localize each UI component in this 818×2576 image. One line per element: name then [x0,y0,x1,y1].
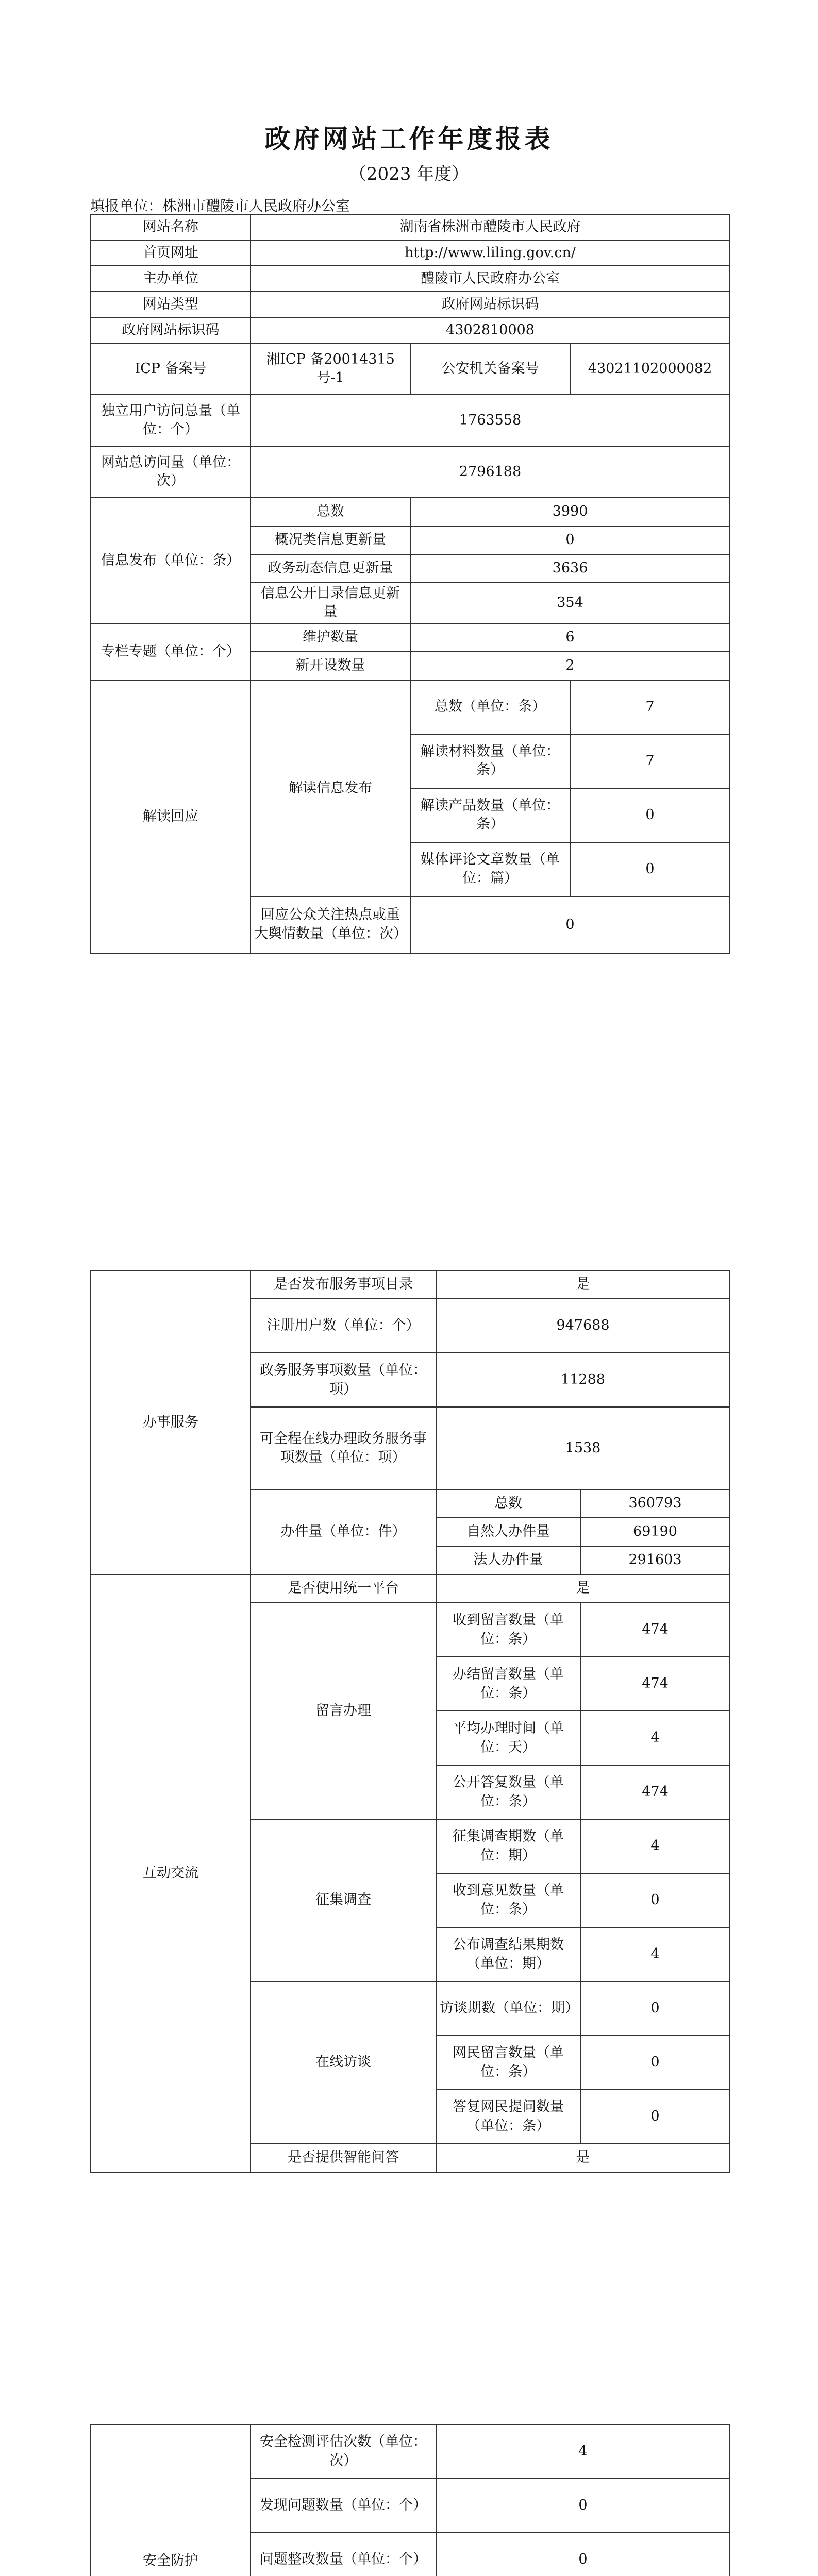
report-title: 政府网站工作年度报表 [264,124,554,154]
interp-response-label: 回应公众关注热点或重大舆情数量（单位：次） [251,896,410,953]
psb-value: 43021102000082 [570,343,730,395]
msg-recv-label: 收到留言数量（单位：条） [436,1603,580,1657]
svc-items-value: 11288 [436,1353,730,1407]
service-label: 办事服务 [91,1270,251,1574]
survey-count-label: 征集调查期数（单位：期） [436,1819,580,1873]
report-year: （2023 年度） [348,164,470,184]
visitors-label: 独立用户访问总量（单位：个） [91,395,251,446]
info-catalog-label: 信息公开目录信息更新量 [251,583,410,623]
interp-material-value: 7 [570,734,730,788]
inter-label: 互动交流 [91,1574,251,2172]
talk-answer-label: 答复网民提问数量（单位：条） [436,2090,580,2144]
info-total-value: 3990 [410,498,730,526]
homepage-value: http://www.liling.gov.cn/ [251,240,730,266]
svc-legal-value: 291603 [580,1546,730,1574]
survey-label: 征集调查 [251,1819,436,1981]
interp-pub-label: 解读信息发布 [251,680,410,896]
code-label: 政府网站标识码 [91,317,251,343]
svc-online-value: 1538 [436,1407,730,1489]
talk-answer-value: 0 [580,2090,730,2144]
interp-response-value: 0 [410,896,730,953]
icp-label: ICP 备案号 [91,343,251,395]
code-value: 4302810008 [251,317,730,343]
interp-product-value: 0 [570,788,730,842]
type-value: 政府网站标识码 [251,292,730,317]
info-overview-label: 概况类信息更新量 [251,526,410,554]
svc-users-label: 注册用户数（单位：个） [251,1299,436,1353]
msg-recv-value: 474 [580,1603,730,1657]
msg-done-value: 474 [580,1657,730,1711]
interp-media-value: 0 [570,842,730,896]
msg-done-label: 办结留言数量（单位：条） [436,1657,580,1711]
column-maint-label: 维护数量 [251,623,410,652]
svc-handle-label: 办件量（单位：件） [251,1489,436,1574]
sec-found-value: 0 [436,2479,730,2533]
interp-total-value: 7 [570,680,730,734]
info-dynamic-value: 3636 [410,554,730,583]
interp-label: 解读回应 [91,680,251,953]
column-label: 专栏专题（单位：个） [91,623,251,680]
info-label: 信息发布（单位：条） [91,498,251,623]
svc-users-value: 947688 [436,1299,730,1353]
visitors-value: 1763558 [251,395,730,446]
msg-public-value: 474 [580,1765,730,1819]
msg-public-label: 公开答复数量（单位：条） [436,1765,580,1819]
svc-list-value: 是 [436,1270,730,1299]
basic-info-table [90,214,730,954]
interp-product-label: 解读产品数量（单位：条） [410,788,570,842]
column-maint-value: 6 [410,623,730,652]
survey-opinion-label: 收到意见数量（单位：条） [436,1873,580,1927]
visits-value: 2796188 [251,446,730,498]
svc-online-label: 可全程在线办理政务服务事项数量（单位：项） [251,1407,436,1489]
talk-count-value: 0 [580,1981,730,2036]
sec-found-label: 发现问题数量（单位：个） [251,2479,436,2533]
icp-value: 湘ICP 备20014315 号-1 [251,343,410,395]
sec-fixed-value: 0 [436,2533,730,2576]
msg-label: 留言办理 [251,1603,436,1819]
sec-label: 安全防护 [91,2425,251,2576]
svc-total-value: 360793 [580,1489,730,1518]
inter-platform-label: 是否使用统一平台 [251,1574,436,1603]
service-interaction-table [90,1270,730,2173]
column-new-label: 新开设数量 [251,652,410,680]
interp-total-label: 总数（单位：条） [410,680,570,734]
psb-label: 公安机关备案号 [410,343,570,395]
interp-media-label: 媒体评论文章数量（单位：篇） [410,842,570,896]
visits-label: 网站总访问量（单位：次） [91,446,251,498]
column-new-value: 2 [410,652,730,680]
info-overview-value: 0 [410,526,730,554]
svc-list-label: 是否发布服务事项目录 [251,1270,436,1299]
svc-legal-label: 法人办件量 [436,1546,580,1574]
svc-items-label: 政务服务事项数量（单位：项） [251,1353,436,1407]
msg-time-value: 4 [580,1711,730,1765]
site-name-label: 网站名称 [91,214,251,240]
svc-person-label: 自然人办件量 [436,1518,580,1546]
inter-platform-value: 是 [436,1574,730,1603]
info-total-label: 总数 [251,498,410,526]
svc-person-value: 69190 [580,1518,730,1546]
talk-count-label: 访谈期数（单位：期） [436,1981,580,2036]
talk-question-label: 网民留言数量（单位：条） [436,2036,580,2090]
smart-value: 是 [436,2144,730,2172]
survey-result-value: 4 [580,1927,730,1981]
talk-label: 在线访谈 [251,1981,436,2144]
talk-question-value: 0 [580,2036,730,2090]
site-name-value: 湖南省株洲市醴陵市人民政府 [251,214,730,240]
interp-material-label: 解读材料数量（单位：条） [410,734,570,788]
msg-time-label: 平均办理时间（单位：天） [436,1711,580,1765]
svc-total-label: 总数 [436,1489,580,1518]
sec-check-value: 4 [436,2425,730,2479]
type-label: 网站类型 [91,292,251,317]
security-media-table [90,2424,730,2576]
info-catalog-value: 354 [410,583,730,623]
sec-check-label: 安全检测评估次数（单位：次） [251,2425,436,2479]
homepage-label: 首页网址 [91,240,251,266]
survey-count-value: 4 [580,1819,730,1873]
survey-result-label: 公布调查结果期数（单位：期） [436,1927,580,1981]
info-dynamic-label: 政务动态信息更新量 [251,554,410,583]
filler-unit: 填报单位：株洲市醴陵市人民政府办公室 [90,197,350,214]
smart-label: 是否提供智能问答 [251,2144,436,2172]
survey-opinion-value: 0 [580,1873,730,1927]
sec-fixed-label: 问题整改数量（单位：个） [251,2533,436,2576]
host-value: 醴陵市人民政府办公室 [251,266,730,292]
host-label: 主办单位 [91,266,251,292]
